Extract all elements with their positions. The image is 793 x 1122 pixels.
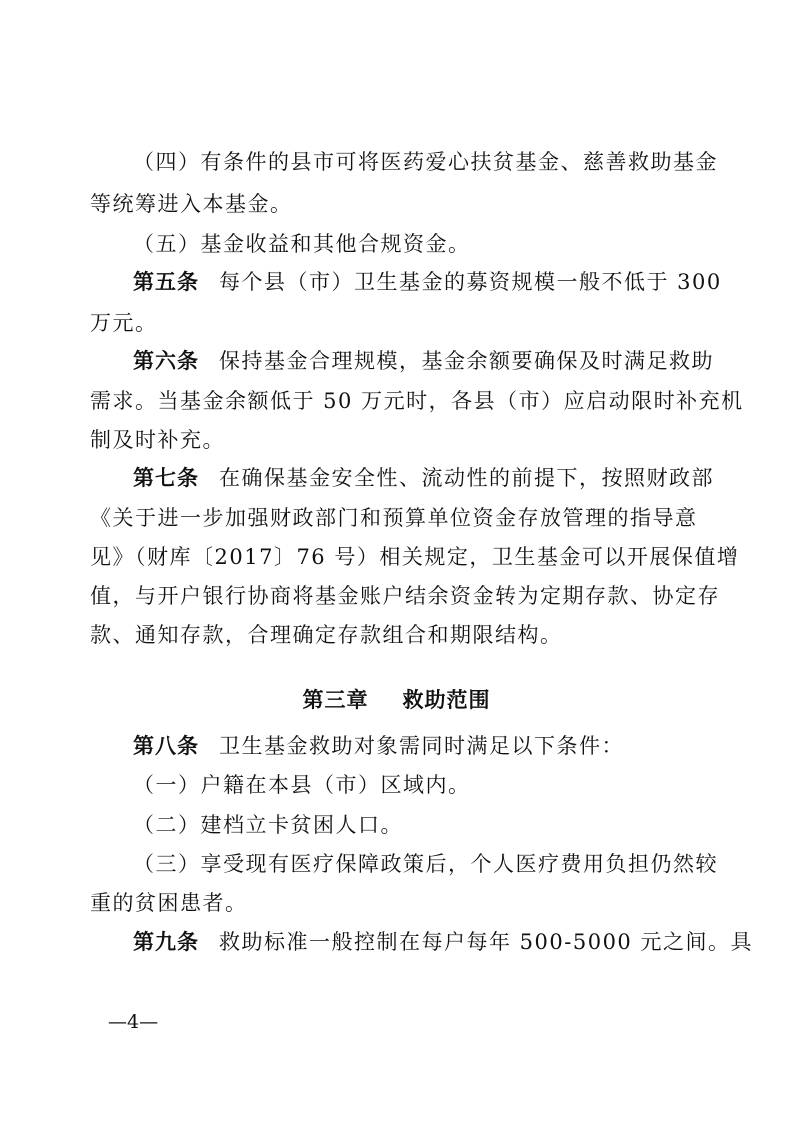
article-heading: 第八条 [133,734,199,758]
article-heading: 第七条 [133,466,199,490]
article-text: 卫生基金救助对象需同时满足以下条件： [219,734,624,758]
article-heading: 第九条 [133,930,199,954]
paragraph-line: （四）有条件的县市可将医药爱心扶贫基金、慈善救助基金 [133,150,718,174]
article-heading: 第六条 [133,349,199,373]
paragraph-line: 万元。 [90,311,158,335]
article-text: 救助标准一般控制在每户每年 500-5000 元之间。具 [219,930,753,954]
chapter-heading [0,685,793,715]
article-7-line [133,463,714,493]
paragraph-line: （五）基金收益和其他合规资金。 [133,232,471,256]
paragraph-line: 制及时补充。 [90,428,225,452]
article-9-line [133,927,753,957]
paragraph-line: 《关于进一步加强财政部门和预算单位资金存放管理的指导意 [90,506,698,530]
paragraph-line: 款、通知存款，合理确定存款组合和期限结构。 [90,623,563,647]
paragraph-line: （一）户籍在本县（市）区域内。 [133,773,471,797]
article-text: 在确保基金安全性、流动性的前提下，按照财政部 [219,466,714,490]
article-6-line [133,346,714,376]
article-8-line [133,731,624,761]
article-text: 每个县（市）卫生基金的募资规模一般不低于 300 [219,270,722,294]
paragraph-line: 需求。当基金余额低于 50 万元时，各县（市）应启动限时补充机 [90,389,744,413]
paragraph-line: 值，与开户银行协商将基金账户结余资金转为定期存款、协定存 [90,584,720,608]
article-5-line [133,267,722,297]
paragraph-line: 见》（财库〔2017〕76 号）相关规定，卫生基金可以开展保值增 [90,545,740,569]
chapter-title: 救助范围 [402,688,491,712]
page-number: —4— [108,1011,159,1033]
paragraph-line: 重的贫困患者。 [90,891,248,915]
paragraph-line: （二）建档立卡贫困人口。 [133,813,403,837]
article-heading: 第五条 [133,270,199,294]
chapter-number: 第三章 [302,688,369,712]
paragraph-line: （三）享受现有医疗保障政策后，个人医疗费用负担仍然较 [133,852,718,876]
paragraph-line: 等统筹进入本基金。 [90,192,293,216]
article-text: 保持基金合理规模，基金余额要确保及时满足救助 [219,349,714,373]
